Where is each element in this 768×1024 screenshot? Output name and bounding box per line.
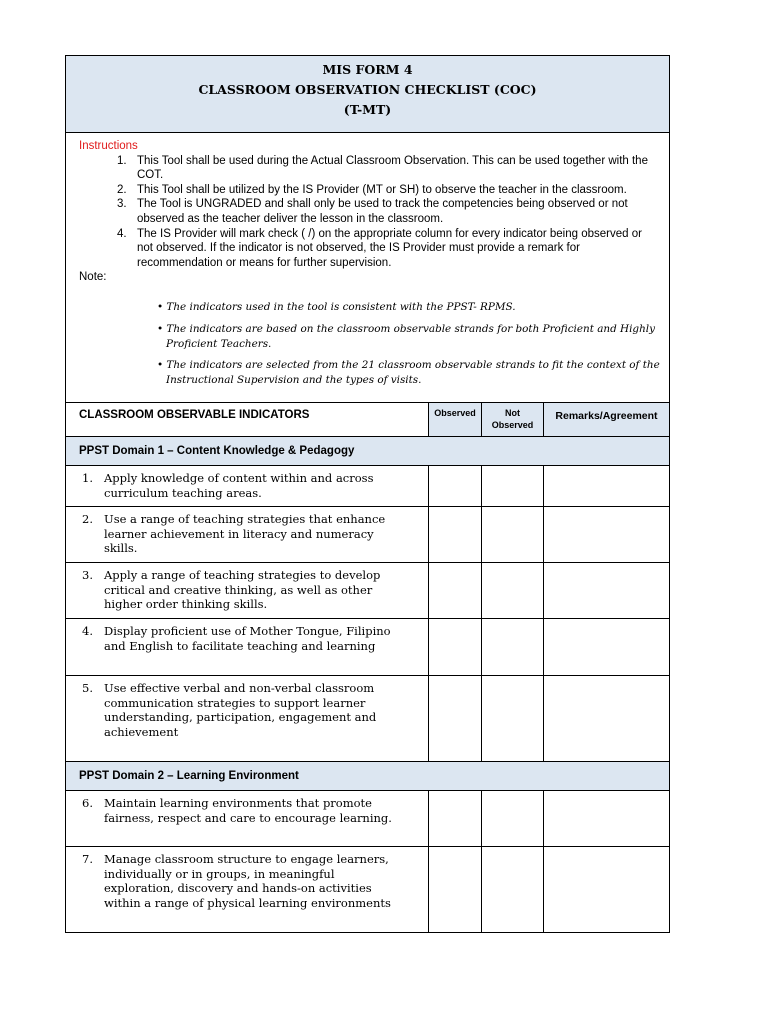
coc-form [65, 55, 669, 933]
remarks-cell[interactable] [544, 507, 670, 563]
not-observed-column-header: Not Observed [482, 403, 544, 437]
indicator-text-cell: 7. Manage classroom structure to engage learners, individually or in groups, in meaningful exploration, discovery and hands-on activities within a range of physical learning environments [66, 847, 429, 933]
remarks-cell[interactable] [544, 847, 670, 933]
domain-title: PPST Domain 2 – Learning Environment [66, 762, 670, 791]
remarks-cell[interactable] [544, 563, 670, 619]
observed-checkbox-cell[interactable] [429, 791, 482, 847]
indicator-row [66, 507, 670, 563]
instruction-item: 4. The IS Provider will mark check ( /) on the appropriate column for every indicator being observed or not observed. If the indicator is not observed, the IS Provider must provide a remark for recommendation or means for further supervision. [117, 227, 642, 269]
form-header [66, 56, 670, 133]
indicator-row [66, 619, 670, 676]
indicator-text-cell: 1. Apply knowledge of content within and across curriculum teaching areas. [66, 466, 429, 507]
form-title-line1: MIS FORM 4 [322, 62, 413, 77]
checklist-table [65, 55, 670, 933]
not-observed-checkbox-cell[interactable] [482, 563, 544, 619]
instruction-item: 3. The Tool is UNGRADED and shall only be used to track the competencies being observed or not observed as the teacher deliver the lesson in the classroom. [117, 198, 628, 225]
form-title-line3: (T-MT) [343, 102, 392, 117]
observed-checkbox-cell[interactable] [429, 466, 482, 507]
not-observed-checkbox-cell[interactable] [482, 847, 544, 933]
remarks-cell[interactable] [544, 676, 670, 762]
instructions-section [66, 133, 670, 403]
indicators-column-header: CLASSROOM OBSERVABLE INDICATORS [66, 403, 429, 437]
form-title-line2: CLASSROOM OBSERVATION CHECKLIST (COC) [198, 82, 537, 97]
remarks-column-header: Remarks/Agreement [544, 403, 670, 437]
observed-checkbox-cell[interactable] [429, 507, 482, 563]
indicator-text-cell: 4. Display proficient use of Mother Tongue, Filipino and English to facilitate teaching and learning [66, 619, 429, 676]
indicator-text-cell: 5. Use effective verbal and non-verbal classroom communication strategies to support learner understanding, participation, engagement and achievement [66, 676, 429, 762]
observed-checkbox-cell[interactable] [429, 676, 482, 762]
note-item: • The indicators are based on the classroom observable strands for both Proficient and Highly Proficient Teachers. [157, 322, 655, 350]
instruction-item: 1. This Tool shall be used during the Actual Classroom Observation. This can be used together with the COT. [117, 154, 648, 182]
indicator-row [66, 563, 670, 619]
note-label: Note: [79, 271, 107, 284]
notes-list [151, 300, 661, 388]
not-observed-checkbox-cell[interactable] [482, 791, 544, 847]
indicator-row [66, 791, 670, 847]
not-observed-checkbox-cell[interactable] [482, 619, 544, 676]
observed-checkbox-cell[interactable] [429, 619, 482, 676]
instructions-heading: Instructions [79, 140, 138, 152]
domain-title: PPST Domain 1 – Content Knowledge & Pedagogy [66, 437, 670, 466]
note-item: • The indicators are selected from the 21 classroom observable strands to fit the context of the Instructional Supervision and the types of visits. [157, 359, 660, 387]
indicator-text-cell: 3. Apply a range of teaching strategies to develop critical and creative thinking, as well as other higher order thinking skills. [66, 563, 429, 619]
not-observed-checkbox-cell[interactable] [482, 507, 544, 563]
not-observed-checkbox-cell[interactable] [482, 466, 544, 507]
instruction-item: 2. This Tool shall be utilized by the IS Provider (MT or SH) to observe the teacher in the classroom. [117, 183, 627, 196]
domain-2-header-row [66, 762, 670, 791]
indicator-text-cell: 2. Use a range of teaching strategies that enhance learner achievement in literacy and numeracy skills. [66, 507, 429, 563]
remarks-cell[interactable] [544, 619, 670, 676]
remarks-cell[interactable] [544, 791, 670, 847]
indicator-row [66, 847, 670, 933]
column-header-row [66, 403, 670, 437]
indicator-row [66, 676, 670, 762]
observed-checkbox-cell[interactable] [429, 563, 482, 619]
indicator-row [66, 466, 670, 507]
domain-1-header-row [66, 437, 670, 466]
indicator-text-cell: 6. Maintain learning environments that promote fairness, respect and care to encourage learning. [66, 791, 429, 847]
note-item: • The indicators used in the tool is consistent with the PPST- RPMS. [157, 300, 516, 313]
observed-checkbox-cell[interactable] [429, 847, 482, 933]
observed-column-header: Observed [429, 403, 482, 437]
remarks-cell[interactable] [544, 466, 670, 507]
not-observed-checkbox-cell[interactable] [482, 676, 544, 762]
